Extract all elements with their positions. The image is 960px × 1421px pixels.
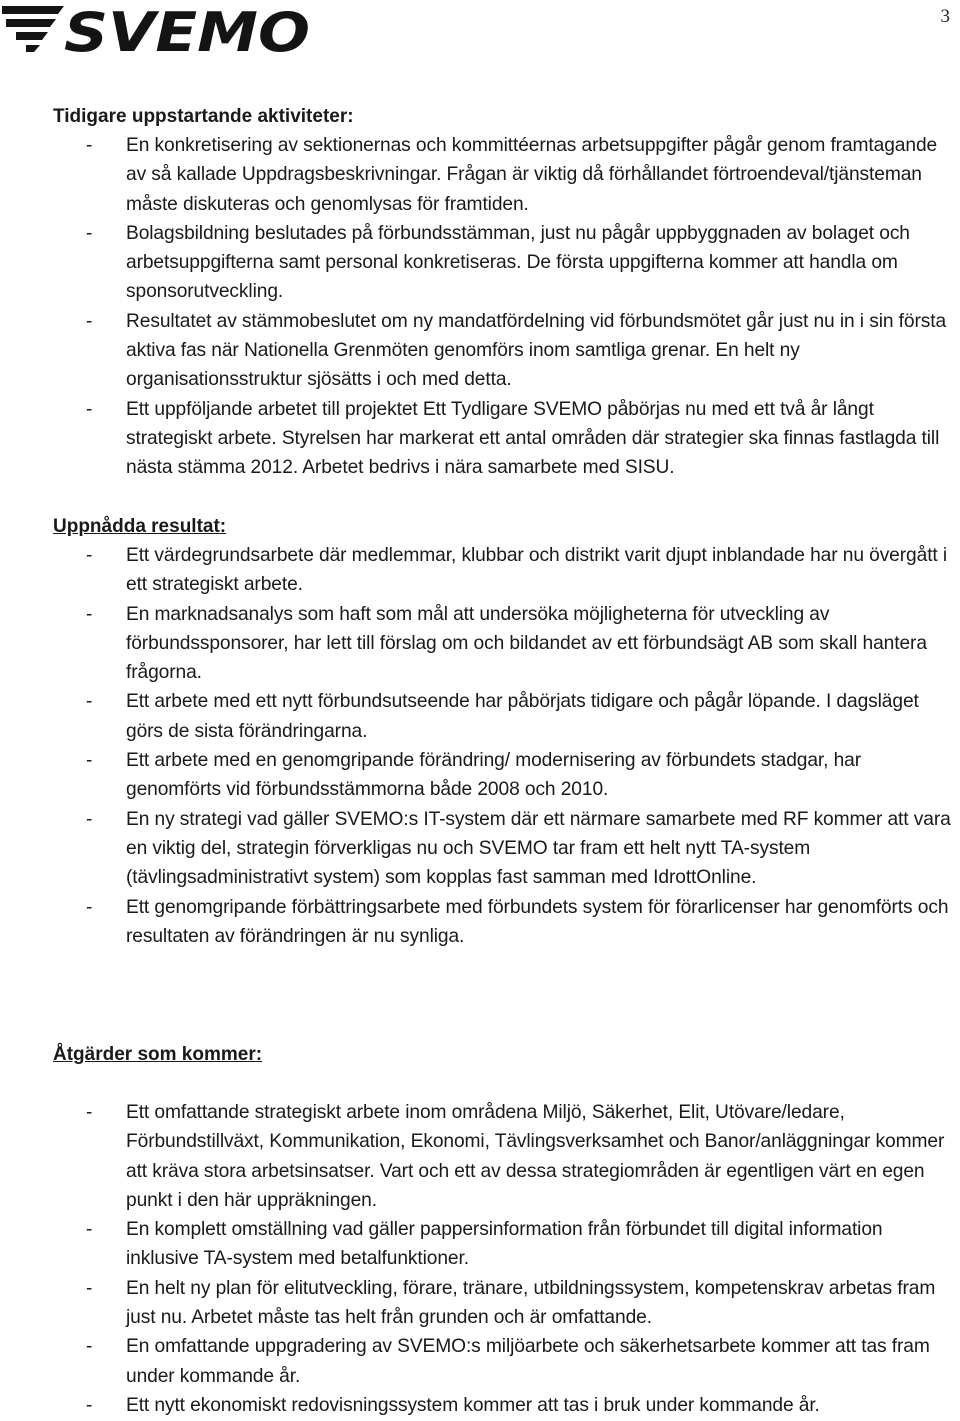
section-heading: Uppnådda resultat: xyxy=(53,516,227,537)
page-number: 3 xyxy=(940,6,950,27)
section-heading: Tidigare uppstartande aktiviteter: xyxy=(53,106,354,127)
speed-lines-icon xyxy=(2,6,64,52)
bullet-dash: - xyxy=(86,1394,93,1416)
bullet-dash: - xyxy=(86,1219,93,1241)
list-item: - Ett arbete med ett nytt förbundsutseende har påbörjats tidigare och pågår löpande. I dagsläget görs de sista förändringarna. xyxy=(53,687,953,746)
bullet-dash: - xyxy=(86,1277,93,1299)
bullet-dash: - xyxy=(86,603,93,625)
actions-list xyxy=(53,1098,953,1420)
list-item: - Ett uppföljande arbetet till projektet Ett Tydligare SVEMO påbörjas nu med ett två år långt strategiskt arbete. Styrelsen har markerat ett antal områden där strategier ska finnas fastlagda till nästa stämma 2012. Arbetet bedrivs i nära samarbete med SISU. xyxy=(53,395,953,483)
list-item: - En komplett omställning vad gäller pappersinformation från förbundet till digital information inklusive TA-system med betalfunktioner. xyxy=(53,1215,953,1274)
list-item: - Ett omfattande strategiskt arbete inom områdena Miljö, Säkerhet, Elit, Utövare/ledare, Förbundstillväxt, Kommunikation, Ekonomi, Tävlingsverksamhet och Banor/anläggningar kommer att kräva stora arbetsinsatser. Vart och ett av dessa strategiområden är egentligen värt en egen punkt i den här uppräkningen. xyxy=(53,1098,953,1215)
list-item: - En konkretisering av sektionernas och kommittéernas arbetsuppgifter pågår genom framtagande av så kallade Uppdragsbeskrivningar. Frågan är viktig då förhållandet förtroendeval/tjänsteman måste diskuteras och genomlysas för framtiden. xyxy=(53,131,953,219)
list-item: - En omfattande uppgradering av SVEMO:s miljöarbete och säkerhetsarbete kommer att tas fram under kommande år. xyxy=(53,1332,953,1391)
bullet-dash: - xyxy=(86,691,93,713)
logo-text: SVEMO xyxy=(64,2,310,54)
bullet-dash: - xyxy=(86,750,93,772)
svemo-logo xyxy=(2,2,314,54)
list-item: - Ett nytt ekonomiskt redovisningssystem kommer att tas i bruk under kommande år. xyxy=(53,1391,953,1420)
section-achieved-results xyxy=(53,512,953,951)
bullet-dash: - xyxy=(86,896,93,918)
results-list xyxy=(53,541,953,951)
list-item: - Ett arbete med en genomgripande förändring/ modernisering av förbundets stadgar, har genomförts vid förbundsstämmorna både 2008 och 2010. xyxy=(53,746,953,805)
bullet-dash: - xyxy=(86,222,93,244)
activities-list xyxy=(53,131,953,483)
list-item: - En marknadsanalys som haft som mål att undersöka möjligheterna för utveckling av förbundssponsorer, har lett till förslag om och bildandet av ett förbundsägt AB som skall hantera frågorna. xyxy=(53,600,953,688)
bullet-dash: - xyxy=(86,545,93,566)
list-item: - Ett genomgripande förbättringsarbete med förbundets system för förarlicenser har genomförts och resultaten av förändringen är nu synliga. xyxy=(53,893,953,952)
bullet-dash: - xyxy=(86,1336,93,1358)
list-item: - Ett värdegrundsarbete där medlemmar, klubbar och distrikt varit djupt inblandade har nu övergått i ett strategiskt arbete. xyxy=(53,541,953,600)
bullet-dash: - xyxy=(86,135,93,156)
list-item: - En helt ny plan för elitutveckling, förare, tränare, utbildningssystem, kompetenskrav arbetas fram just nu. Arbetet måste tas helt från grunden och är omfattande. xyxy=(53,1274,953,1333)
list-item: - Bolagsbildning beslutades på förbundsstämman, just nu pågår uppbyggnaden av bolaget och arbetsuppgifterna samt personal konkretiseras. De första uppgifterna kommer att handla om sponsorutveckling. xyxy=(53,219,953,307)
bullet-dash: - xyxy=(86,398,93,420)
list-item: - Resultatet av stämmobeslutet om ny mandatfördelning vid förbundsmötet går just nu in i sin första aktiva fas när Nationella Grenmöten genomförs inom samtliga grenar. En helt ny organisationsstruktur sjösätts i och med detta. xyxy=(53,307,953,395)
bullet-dash: - xyxy=(86,1102,93,1123)
bullet-dash: - xyxy=(86,808,93,830)
section-earlier-activities xyxy=(53,102,953,483)
bullet-dash: - xyxy=(86,310,93,332)
section-upcoming-actions xyxy=(53,1040,953,1420)
list-item: - En ny strategi vad gäller SVEMO:s IT-system där ett närmare samarbete med RF kommer att vara en viktig del, strategin förverkligas nu och SVEMO tar fram ett helt nytt TA-system (tävlingsadministrativt system) som kopplas fast samman med IdrottOnline. xyxy=(53,805,953,893)
section-heading: Åtgärder som kommer: xyxy=(53,1044,263,1065)
